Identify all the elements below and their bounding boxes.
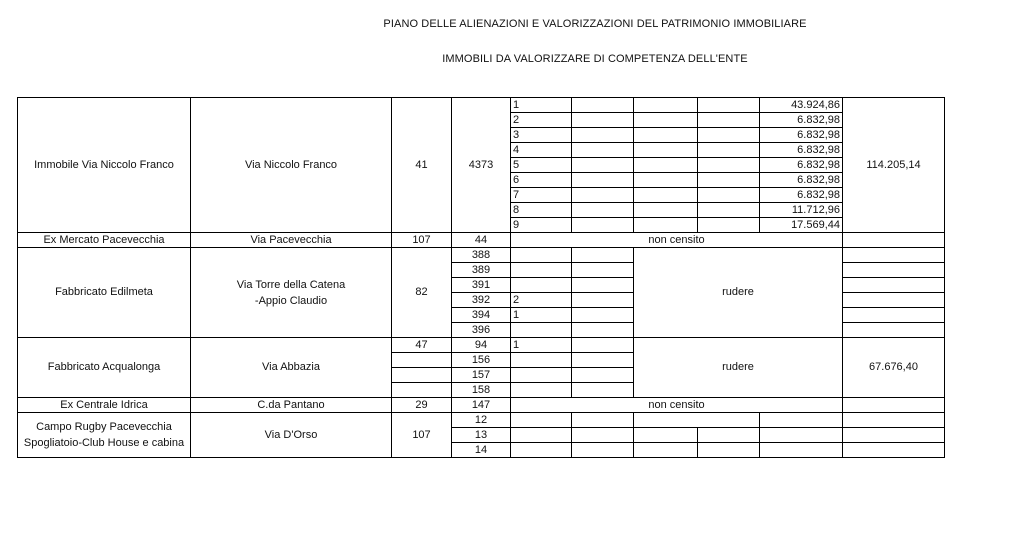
particella: 396 [452, 323, 511, 338]
foglio: 47 [392, 338, 452, 353]
unit-value: 6.832,98 [760, 128, 843, 143]
property-address: C.da Pantano [191, 398, 392, 413]
subalterno [511, 353, 572, 368]
name-line: Campo Rugby Pacevecchia [36, 421, 172, 433]
document-subtitle: IMMOBILI DA VALORIZZARE DI COMPETENZA DELL'ENTE [442, 53, 748, 65]
particella: 388 [452, 248, 511, 263]
subalterno [511, 368, 572, 383]
unit-value: 6.832,98 [760, 188, 843, 203]
property-address: Via D'Orso [191, 413, 392, 458]
status-note: rudere [634, 338, 843, 398]
foglio: 82 [392, 248, 452, 338]
subalterno [511, 248, 572, 263]
property-name: Ex Mercato Pacevecchia [18, 233, 191, 248]
name-line: Spogliatoio-Club House e cabina [23, 437, 185, 449]
property-register-table [17, 97, 945, 458]
unit-value: 43.924,86 [760, 98, 843, 113]
particella: 392 [452, 293, 511, 308]
subalterno: 1 [511, 338, 572, 353]
subalterno [511, 323, 572, 338]
subalterno: 2 [511, 293, 572, 308]
unit-value: 6.832,98 [760, 173, 843, 188]
subalterno: 2 [511, 113, 572, 128]
particella: 156 [452, 353, 511, 368]
address-line: -Appio Claudio [254, 294, 328, 307]
foglio: 107 [392, 233, 452, 248]
property-address [191, 248, 392, 338]
subalterno: 1 [511, 308, 572, 323]
unit-value: 17.569,44 [760, 218, 843, 233]
subalterno: 5 [511, 158, 572, 173]
particella: 394 [452, 308, 511, 323]
foglio: 41 [392, 98, 452, 233]
particella: 389 [452, 263, 511, 278]
property-name: Fabbricato Acqualonga [18, 338, 191, 398]
status-note: non censito [511, 233, 843, 248]
unit-value: 6.832,98 [760, 113, 843, 128]
subalterno: 3 [511, 128, 572, 143]
subalterno: 6 [511, 173, 572, 188]
particella: 157 [452, 368, 511, 383]
document-title: PIANO DELLE ALIENAZIONI E VALORIZZAZIONI DEL PATRIMONIO IMMOBILIARE [383, 18, 807, 30]
table-row [18, 398, 945, 413]
foglio: 107 [392, 413, 452, 458]
subalterno: 1 [511, 98, 572, 113]
subalterno: 8 [511, 203, 572, 218]
particella: 14 [452, 443, 511, 458]
address-line: Via Torre della Catena [236, 278, 346, 291]
foglio: 29 [392, 398, 452, 413]
particella: 147 [452, 398, 511, 413]
unit-value: 11.712,96 [760, 203, 843, 218]
table-row [18, 233, 945, 248]
subalterno [511, 278, 572, 293]
particella: 13 [452, 428, 511, 443]
property-name [18, 413, 191, 458]
property-address: Via Abbazia [191, 338, 392, 398]
subalterno: 4 [511, 143, 572, 158]
property-name: Ex Centrale Idrica [18, 398, 191, 413]
property-name: Immobile Via Niccolo Franco [18, 98, 191, 233]
table-row [18, 338, 945, 353]
unit-value: 6.832,98 [760, 158, 843, 173]
table-row [18, 98, 945, 113]
property-total: 114.205,14 [843, 98, 945, 233]
subalterno: 7 [511, 188, 572, 203]
particella: 44 [452, 233, 511, 248]
particella: 391 [452, 278, 511, 293]
particella: 12 [452, 413, 511, 428]
unit-value: 6.832,98 [760, 143, 843, 158]
particella: 94 [452, 338, 511, 353]
property-address: Via Pacevecchia [191, 233, 392, 248]
subalterno [511, 263, 572, 278]
property-total: 67.676,40 [843, 338, 945, 398]
property-address: Via Niccolo Franco [191, 98, 392, 233]
table-row [18, 248, 945, 263]
property-name: Fabbricato Edilmeta [18, 248, 191, 338]
table-row [18, 413, 945, 428]
particella: 158 [452, 383, 511, 398]
status-note: rudere [634, 248, 843, 338]
particella: 4373 [452, 98, 511, 233]
subalterno [511, 383, 572, 398]
status-note: non censito [511, 398, 843, 413]
subalterno: 9 [511, 218, 572, 233]
